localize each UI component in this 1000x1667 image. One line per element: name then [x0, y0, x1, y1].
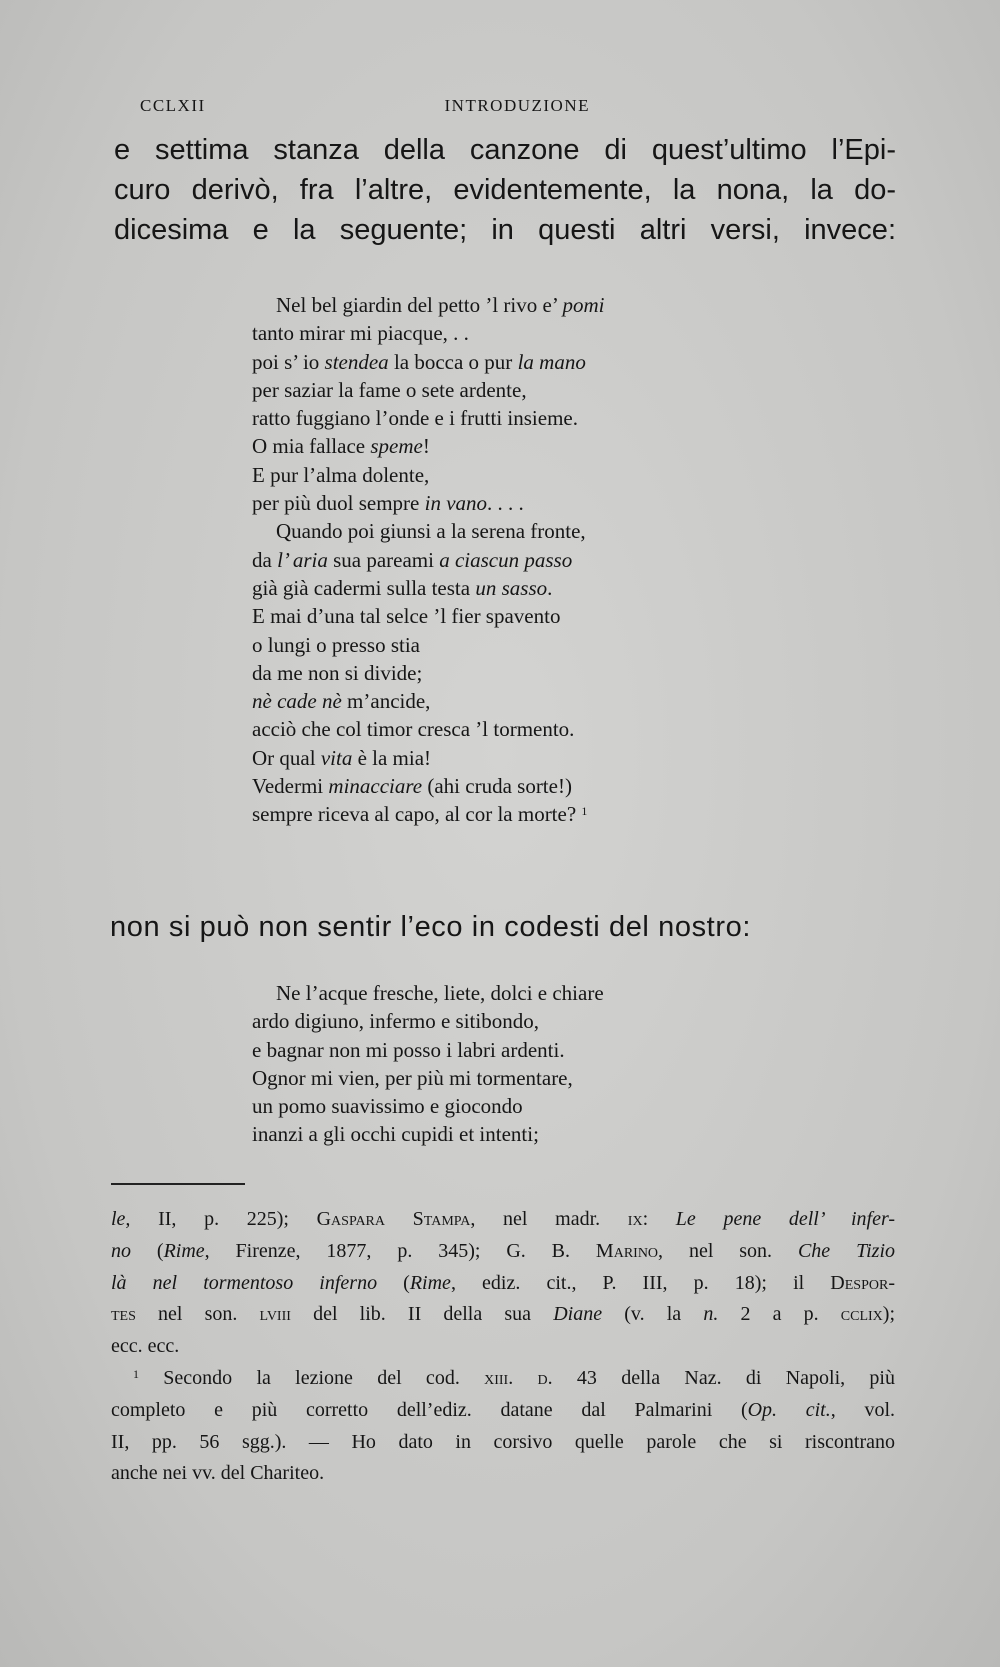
verse-line: poi s’ io stendea la bocca o pur la mano [252, 349, 586, 374]
footnote-line: tes nel son. lviii del lib. II della sua Diane (v. la n. 2 a p. cclix); [111, 1303, 895, 1326]
page-number: CCLXII [140, 96, 206, 115]
verse-line: O mia fallace speme! [252, 434, 430, 459]
verse-line: E pur l’alma dolente, [252, 462, 430, 487]
footnote-line: anche nei vv. del Chariteo. [111, 1462, 325, 1485]
verse-line: tanto mirar mi piacque, . . [252, 321, 469, 346]
verse-line: Vedermi minacciare (ahi cruda sorte!) [252, 774, 572, 799]
verse-line: sempre riceva al capo, al cor la morte? $^1$ [252, 802, 588, 827]
verse-line: nè cade nè m’ancide, [252, 689, 431, 714]
verse-line: o lungi o presso stia [252, 632, 420, 657]
footnote-line: II, pp. 56 sgg.). — Ho dato in corsivo quelle parole che si riscontrano [111, 1430, 895, 1453]
verse-line: E mai d’una tal selce ’l fier spavento [252, 604, 561, 629]
verse-line: Or qual vita è la mia! [252, 745, 432, 770]
running-header [140, 96, 590, 116]
verse-line: Quando poi giunsi a la serena fronte, [276, 519, 586, 544]
transition-sentence: non si può non sentir l’eco in codesti del nostro: [110, 911, 751, 943]
verse-line: un pomo suavissimo e giocondo [252, 1094, 523, 1119]
body-line: dicesima e la seguente; in questi altri versi, invece: [114, 214, 896, 246]
verse-line: da me non si divide; [252, 660, 423, 685]
verse-line: Ne l’acque fresche, liete, dolci e chiare [276, 981, 604, 1005]
footnote-number: 1 [133, 1366, 139, 1381]
verse-line: da l’ aria sua pareami a ciascun passo [252, 547, 573, 572]
intro-paragraph [114, 130, 896, 250]
verse-line: già già cadermi sulla testa un sasso. [252, 575, 553, 600]
verse-line: inanzi a gli occhi cupidi et intenti; [252, 1122, 539, 1147]
footnote-marker: 1 [581, 804, 588, 819]
verse-line: per saziar la fame o sete ardente, [252, 377, 527, 402]
body-line: curo derivò, fra l’altre, evidentemente, la nona, la do- [114, 174, 896, 206]
footnote-line: no (Rime, Firenze, 1877, p. 345); G. B. Marino, nel son. Che Tizio [111, 1239, 895, 1262]
footnote-line: ecc. ecc. [111, 1335, 180, 1358]
verse-line: ratto fuggiano l’onde e i frutti insieme. [252, 406, 578, 431]
footnote-separator [111, 1183, 245, 1185]
verse-line: ardo digiuno, infermo e sitibondo, [252, 1009, 539, 1034]
footnote-line: completo e più corretto dell’ediz. datane dal Palmarini (Op. cit., vol. [111, 1398, 896, 1421]
verse-line: Nel bel giardin del petto ’l rivo e’ pomi [276, 293, 605, 317]
verse-line: Ognor mi vien, per più mi tormentare, [252, 1065, 573, 1090]
verse-line: e bagnar non mi posso i labri ardenti. [252, 1037, 565, 1062]
poem-quotation-1 [252, 291, 812, 829]
verse-line: acciò che col timor cresca ’l tormento. [252, 717, 575, 742]
footnote-line: $^1$ Secondo la lezione del cod. xiii. d. 43 della Naz. di Napoli, più [133, 1366, 895, 1389]
verse-line: per più duol sempre in vano. . . . [252, 491, 524, 516]
footnote-line: le, II, p. 225); Gaspara Stampa, nel madr. ix: Le pene dell’ infer- [111, 1208, 895, 1230]
body-line: e settima stanza della canzone di quest’ultimo l’Epi- [114, 134, 896, 166]
footnotes [111, 1204, 895, 1490]
poem-quotation-2 [252, 979, 812, 1149]
running-title: INTRODUZIONE [444, 96, 590, 115]
footnote-line: là nel tormentoso inferno (Rime, ediz. cit., P. III, p. 18); il Despor- [111, 1271, 895, 1294]
